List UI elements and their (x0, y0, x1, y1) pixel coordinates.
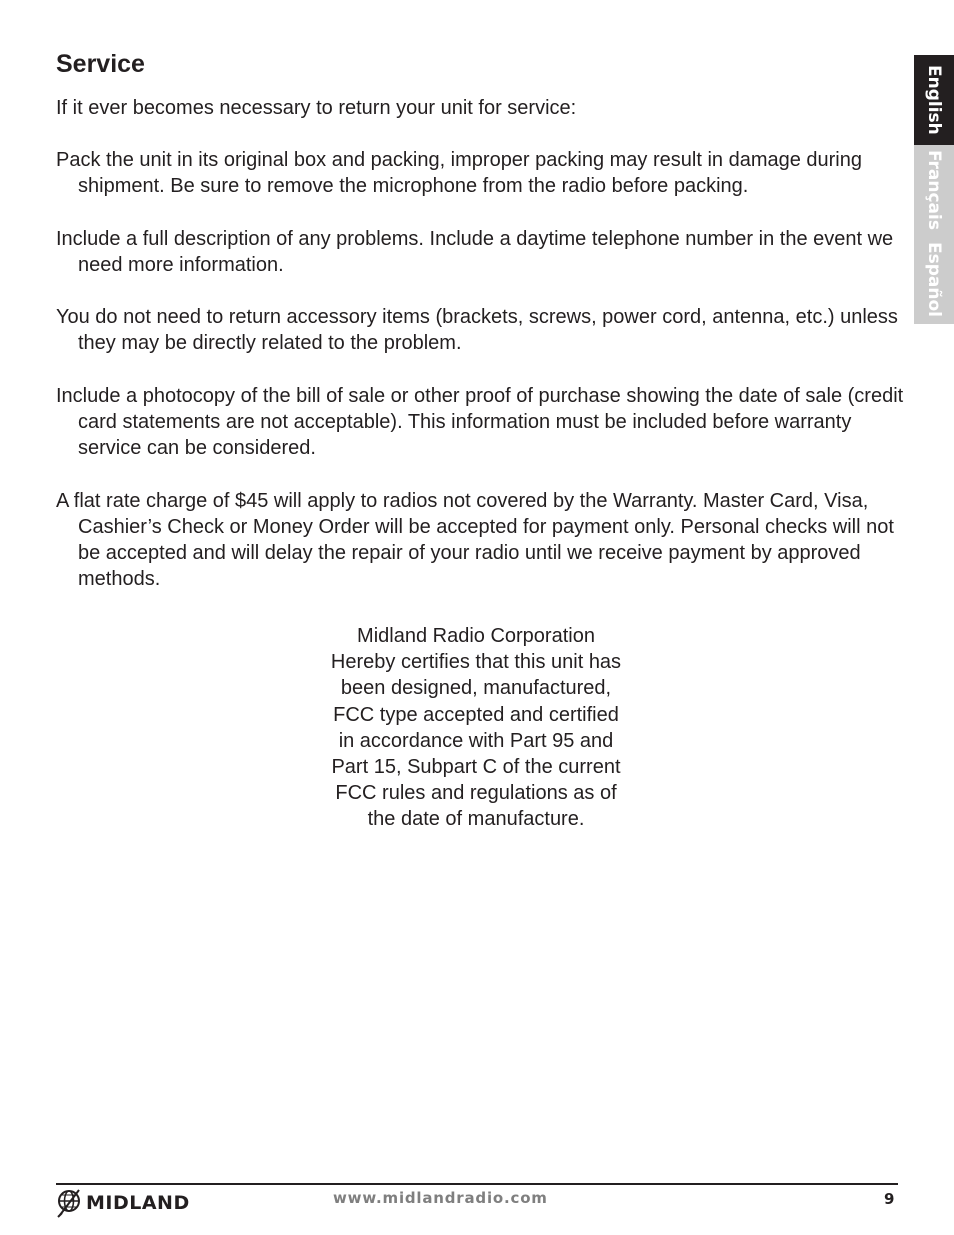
tab-english-label: English (924, 65, 944, 135)
tab-espanol-label: Español (924, 242, 944, 317)
certification-statement (56, 623, 896, 833)
certification-line: the date of manufacture. (367, 808, 585, 831)
certification-line: FCC rules and regulations as of (335, 782, 617, 805)
service-paragraph-proof-of-purchase: Include a photocopy of the bill of sale or other proof of purchase showing the date of sale (credit card statements are not acceptable). This information must be included before warranty service can be considered. (56, 385, 904, 459)
midland-logo (56, 1187, 190, 1219)
certification-line: Hereby certifies that this unit has (330, 651, 622, 674)
certification-line: in accordance with Part 95 and (338, 729, 614, 752)
service-paragraph-description: Include a full description of any problems. Include a daytime telephone number in the event we need more information. (56, 228, 894, 276)
tab-espanol[interactable] (914, 235, 954, 324)
tab-english[interactable] (914, 55, 954, 145)
page-title: Service (56, 50, 145, 78)
website-url[interactable]: www.midlandradio.com (333, 1189, 548, 1207)
tab-francais-label: Français (924, 150, 944, 230)
language-tabs (914, 55, 954, 324)
service-paragraph-packing: Pack the unit in its original box and packing, improper packing may result in damage during shipment. Be sure to remove the microphone from the radio before packing. (56, 149, 862, 197)
certification-line: been designed, manufactured, (340, 677, 612, 700)
tab-francais[interactable] (914, 145, 954, 235)
certification-line: Midland Radio Corporation (357, 625, 595, 647)
logo-wordmark: MIDLAND (86, 1192, 190, 1214)
intro-text: If it ever becomes necessary to return your unit for service: (56, 97, 577, 119)
page-number: 9 (884, 1190, 895, 1208)
globe-icon (56, 1188, 82, 1218)
footer-divider (56, 1183, 898, 1185)
certification-line: FCC type accepted and certified (333, 703, 619, 726)
service-paragraph-flat-rate: A flat rate charge of $45 will apply to radios not covered by the Warranty. Master Card, Visa, Cashier’s Check or Money Order will be accepted for payment only. Personal checks will not be accepted and will delay the repair of your radio until we receive payment by approved methods. (56, 490, 894, 590)
certification-line: Part 15, Subpart C of the current (331, 756, 621, 779)
service-paragraph-accessories: You do not need to return accessory items (brackets, screws, power cord, antenna, etc.) unless they may be directly related to the problem. (56, 306, 898, 354)
